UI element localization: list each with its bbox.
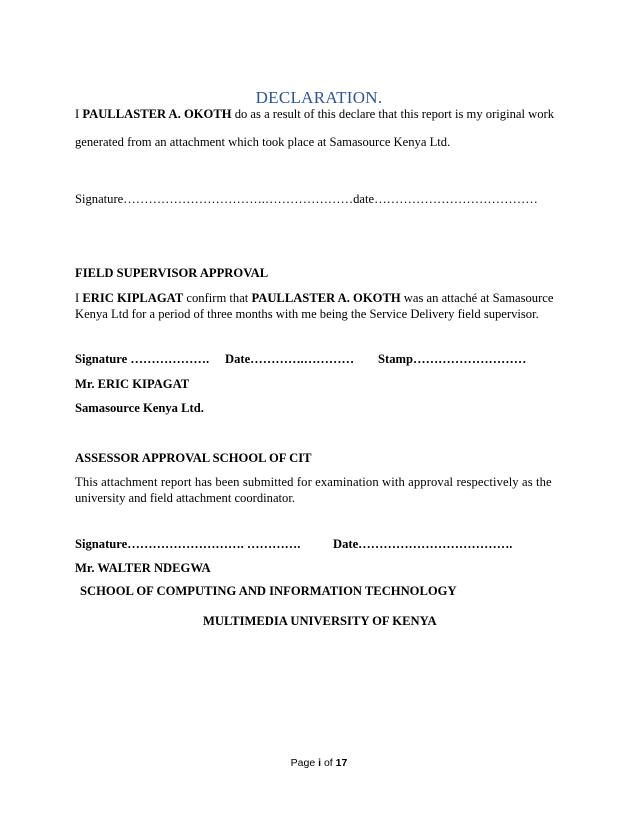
of-label: of	[323, 757, 333, 769]
university-line: MULTIMEDIA UNIVERSITY OF KENYA	[203, 614, 437, 628]
supervisor-date-label: Date………….…………	[225, 352, 355, 366]
supervisor-stamp-label: Stamp………………………	[378, 352, 527, 366]
assessor-date-label: Date……………………………….	[333, 537, 513, 551]
declaration-prefix: I	[75, 107, 80, 121]
student-name: PAULLASTER A. OKOTH	[82, 107, 232, 121]
declaration-text-1: do as a result of this declare that this report is my original work	[234, 107, 555, 121]
school-line: SCHOOL OF COMPUTING AND INFORMATION TECHNOLOGY	[80, 584, 457, 598]
total-pages: 17	[335, 757, 348, 769]
supervisor-prefix: I	[75, 291, 80, 305]
supervisor-line-2: Kenya Ltd for a period of three months with me being the Service Delivery field supervisor.	[75, 307, 539, 321]
supervisor-name-line: Mr. ERIC KIPAGAT	[75, 377, 190, 391]
assessor-heading: ASSESSOR APPROVAL SCHOOL OF CIT	[75, 451, 312, 465]
declaration-line-2: generated from an attachment which took place at Samasource Kenya Ltd.	[75, 135, 451, 149]
supervisor-signature-label: Signature ……………….	[75, 352, 210, 366]
supervisor-company-line: Samasource Kenya Ltd.	[75, 401, 204, 415]
declaration-signature-line: Signature…………………………….…………………date…………………………………	[75, 192, 538, 206]
page-footer	[0, 757, 638, 769]
assessor-text-2: university and field attachment coordinator.	[75, 491, 295, 505]
supervisor-text-b: was an attaché at Samasource	[403, 291, 554, 305]
assessor-text-1: This attachment report has been submitted for examination with approval respectively as the	[75, 475, 552, 489]
page-label: Page	[290, 757, 316, 769]
assessor-signature-label: Signature………………………. ………….	[75, 537, 301, 551]
field-supervisor-heading: FIELD SUPERVISOR APPROVAL	[75, 266, 269, 280]
page-title: DECLARATION.	[255, 88, 383, 107]
supervisor-student-name: PAULLASTER A. OKOTH	[251, 291, 401, 305]
supervisor-text-a: confirm that	[186, 291, 249, 305]
supervisor-name: ERIC KIPLAGAT	[82, 291, 184, 305]
declaration-line-1	[75, 103, 554, 126]
assessor-name-line: Mr. WALTER NDEGWA	[75, 561, 211, 575]
page-number: i	[318, 757, 322, 769]
